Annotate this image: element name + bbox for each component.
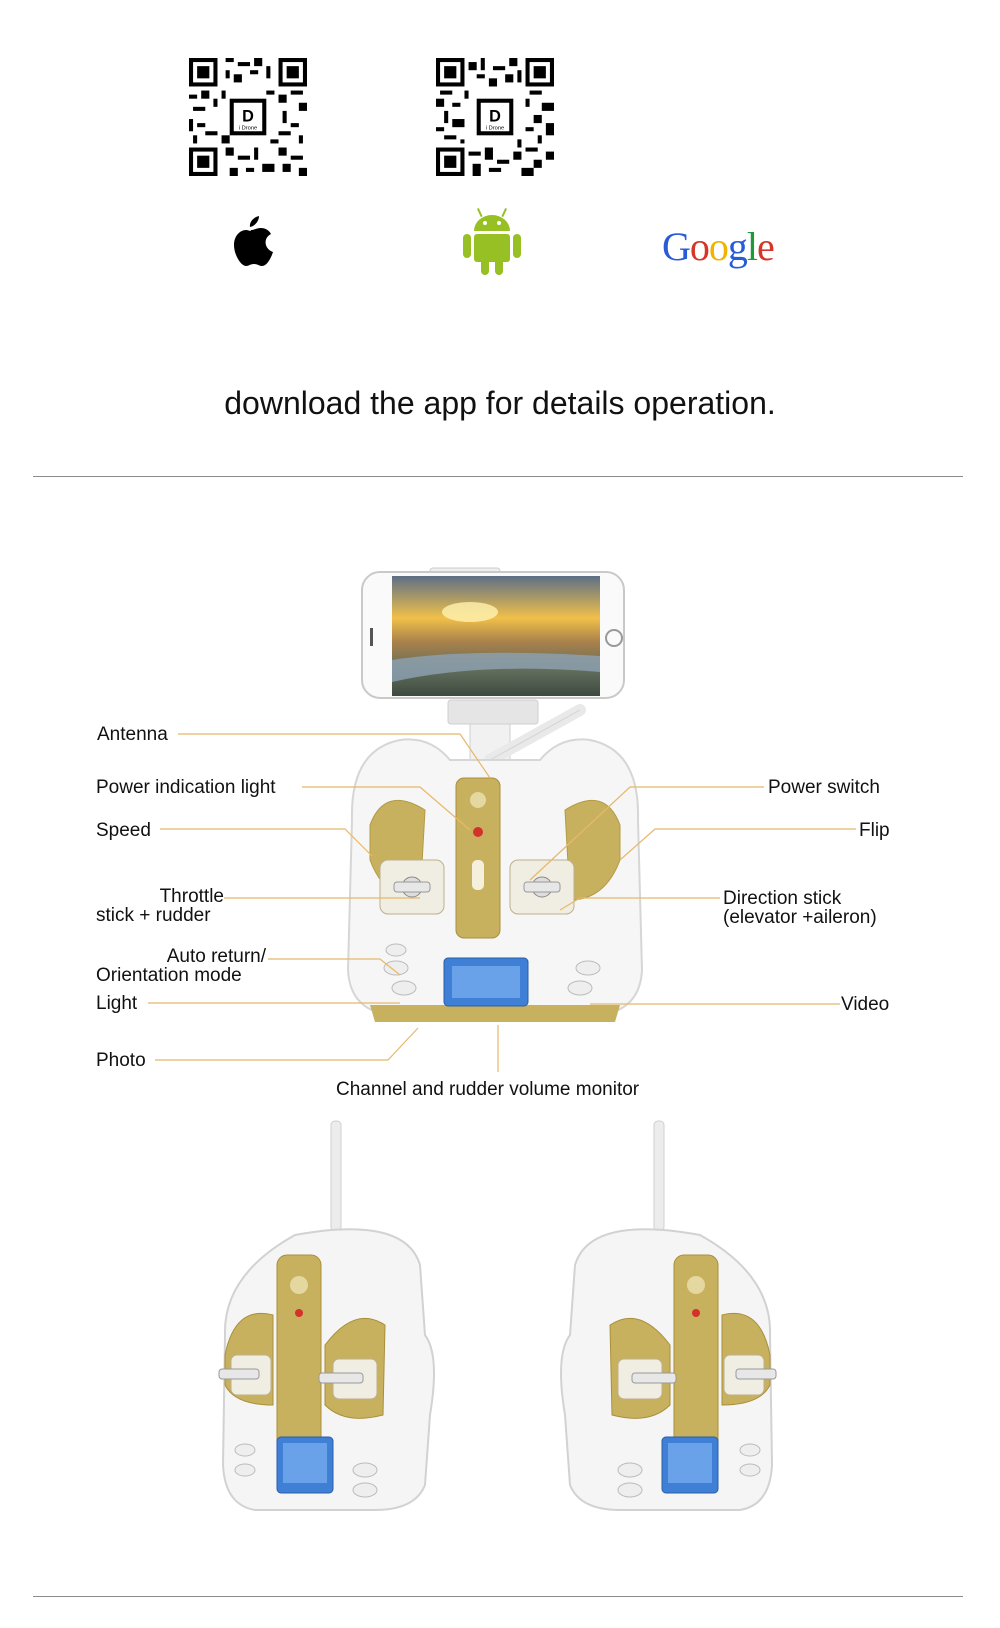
label-light: Light (96, 993, 138, 1014)
label-video: Video (841, 994, 890, 1015)
label-direction-line1: Direction stick (723, 888, 842, 909)
label-throttle-line2: stick + rudder (96, 905, 211, 926)
label-antenna: Antenna (97, 724, 168, 745)
label-flip: Flip (859, 820, 890, 841)
label-throttle-line1: Throttle (159, 886, 224, 907)
label-power-indication-light: Power indication light (96, 777, 276, 798)
label-auto-return-line2: Orientation mode (96, 965, 242, 986)
label-monitor: Channel and rudder volume monitor (336, 1079, 640, 1100)
qr-caption: i Drone (485, 125, 505, 132)
label-direction-line2: (elevator +aileron) (723, 907, 877, 928)
label-photo: Photo (96, 1050, 146, 1071)
controller-side-view-left (215, 1115, 465, 1515)
divider-bottom (33, 1596, 963, 1597)
svg-text:D: D (242, 107, 254, 126)
svg-text:D: D (489, 107, 501, 126)
qr-caption: i Drone (238, 125, 258, 132)
label-power-switch: Power switch (768, 777, 880, 798)
google-logo[interactable]: Google (662, 224, 774, 269)
label-speed: Speed (96, 820, 151, 841)
label-auto-return-line1: Auto return/ (166, 946, 266, 967)
controller-side-view-right (530, 1115, 780, 1515)
page-headline: download the app for details operation. (224, 385, 776, 421)
